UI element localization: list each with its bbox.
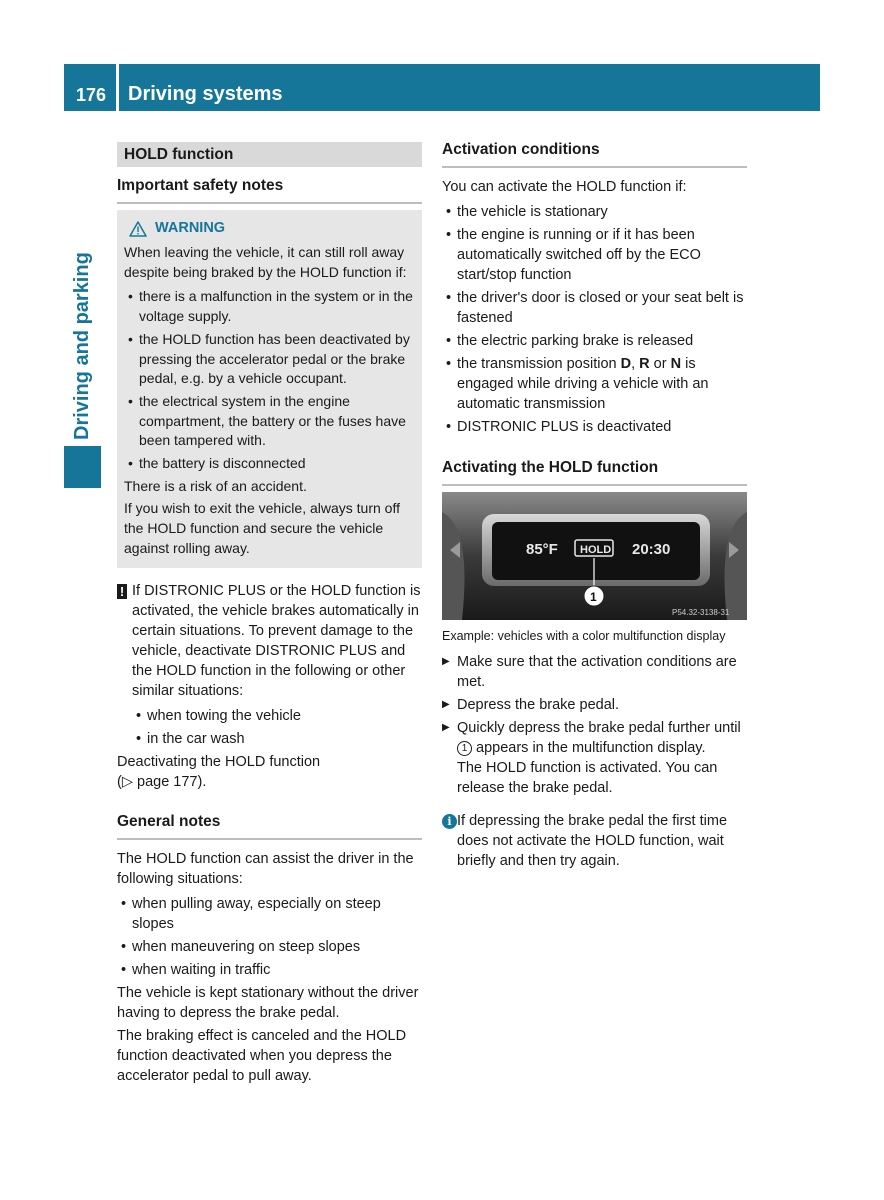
warning-list — [124, 287, 415, 473]
warning-icon — [129, 221, 147, 237]
steps-list — [442, 652, 747, 798]
list-item: • the transmission position D, R or N is engaged while driving a vehicle with an automatic transmission — [442, 354, 747, 414]
page-number: 176 — [76, 85, 107, 105]
caution-note — [117, 581, 422, 749]
list-item: • the battery is disconnected — [124, 454, 415, 474]
list-item: • there is a malfunction in the system or in the voltage supply. — [124, 287, 415, 326]
list-item: • the driver's door is closed or your seat belt is fastened — [442, 288, 747, 328]
callout-number: 1 — [590, 590, 597, 604]
note-text: If DISTRONIC PLUS or the HOLD function is activated, the vehicle brakes automatically in certain situations. To prevent damage to the vehicle, deactivate DISTRONIC PLUS and the HOLD function in the following or other similar situations: — [132, 582, 421, 699]
dashboard-photo — [442, 492, 747, 620]
side-tab-label: Driving and parking — [71, 252, 93, 440]
warning-label: WARNING — [155, 220, 226, 237]
display-clock: 20:30 — [632, 541, 671, 558]
step-item: ▶ Make sure that the activation conditions are met. — [442, 652, 747, 692]
general-heading: General notes — [117, 812, 422, 840]
warning-title — [124, 218, 415, 240]
page-ref-link[interactable]: (▷ page 177). — [117, 773, 207, 790]
step-result: The HOLD function is activated. You can release the brake pedal. — [457, 760, 718, 796]
section-title: HOLD function — [117, 142, 422, 167]
list-item: • the HOLD function has been deactivated by pressing the accelerator pedal or the brake pedal, e.g. by a vehicle occupant. — [124, 330, 415, 389]
list-item: • when waiting in traffic — [117, 960, 422, 980]
warning-risk: There is a risk of an accident. — [124, 477, 307, 494]
stationary-text: The vehicle is kept stationary without the driver having to depress the brake pedal. — [117, 984, 419, 1021]
deactivate-ref: Deactivating the HOLD function — [117, 753, 321, 770]
warning-intro: When leaving the vehicle, it can still roll away despite being braked by the HOLD function if: — [124, 244, 407, 280]
right-column — [442, 140, 747, 874]
side-tab-marker — [64, 446, 101, 488]
step-item: ▶ Depress the brake pedal. — [442, 695, 747, 715]
list-item: • when maneuvering on steep slopes — [117, 937, 422, 957]
callout-ref-icon: 1 — [457, 741, 472, 756]
note-list — [132, 706, 422, 749]
photo-caption: Example: vehicles with a color multifunction display — [442, 629, 726, 643]
left-column — [117, 142, 422, 1089]
header-divider — [116, 64, 119, 111]
list-item: • when pulling away, especially on steep slopes — [117, 894, 422, 934]
exclamation-icon: ! — [117, 584, 127, 599]
conditions-list — [442, 202, 747, 437]
image-reference: P54.32-3138-31 — [672, 608, 730, 617]
canceled-text: The braking effect is canceled and the HOLD function deactivated when you depress the accelerator pedal to pull away. — [117, 1027, 407, 1084]
conditions-heading: Activation conditions — [442, 140, 747, 168]
step-item: ▶ Quickly depress the brake pedal further until 1 appears in the multifunction display. The HOLD function is activated. You can release the brake pedal. — [442, 718, 747, 798]
instrument-cluster-illustration — [442, 492, 747, 620]
info-note — [442, 811, 747, 871]
display-hold-badge: HOLD — [580, 544, 612, 556]
general-intro: The HOLD function can assist the driver in the following situations: — [117, 850, 414, 887]
list-item: • in the car wash — [132, 729, 422, 749]
conditions-intro: You can activate the HOLD function if: — [442, 179, 687, 195]
chapter-title: Driving systems — [128, 83, 283, 105]
warning-box — [117, 210, 422, 568]
info-icon: i — [442, 814, 457, 829]
list-item: • DISTRONIC PLUS is deactivated — [442, 417, 747, 437]
safety-heading: Important safety notes — [117, 176, 422, 204]
general-list — [117, 894, 422, 980]
list-item: • the electric parking brake is released — [442, 331, 747, 351]
warning-advice: If you wish to exit the vehicle, always turn off the HOLD function and secure the vehicle against rolling away. — [124, 500, 400, 556]
page-header — [64, 64, 820, 111]
list-item: • the engine is running or if it has been automatically switched off by the ECO start/stop function — [442, 225, 747, 285]
list-item: • when towing the vehicle — [132, 706, 422, 726]
list-item: • the vehicle is stationary — [442, 202, 747, 222]
info-text: If depressing the brake pedal the first time does not activate the HOLD function, wait briefly and then try again. — [457, 813, 728, 869]
display-temperature: 85°F — [526, 541, 558, 558]
activating-heading: Activating the HOLD function — [442, 458, 747, 486]
list-item: • the electrical system in the engine compartment, the battery or the fuses have been tampered with. — [124, 392, 415, 451]
